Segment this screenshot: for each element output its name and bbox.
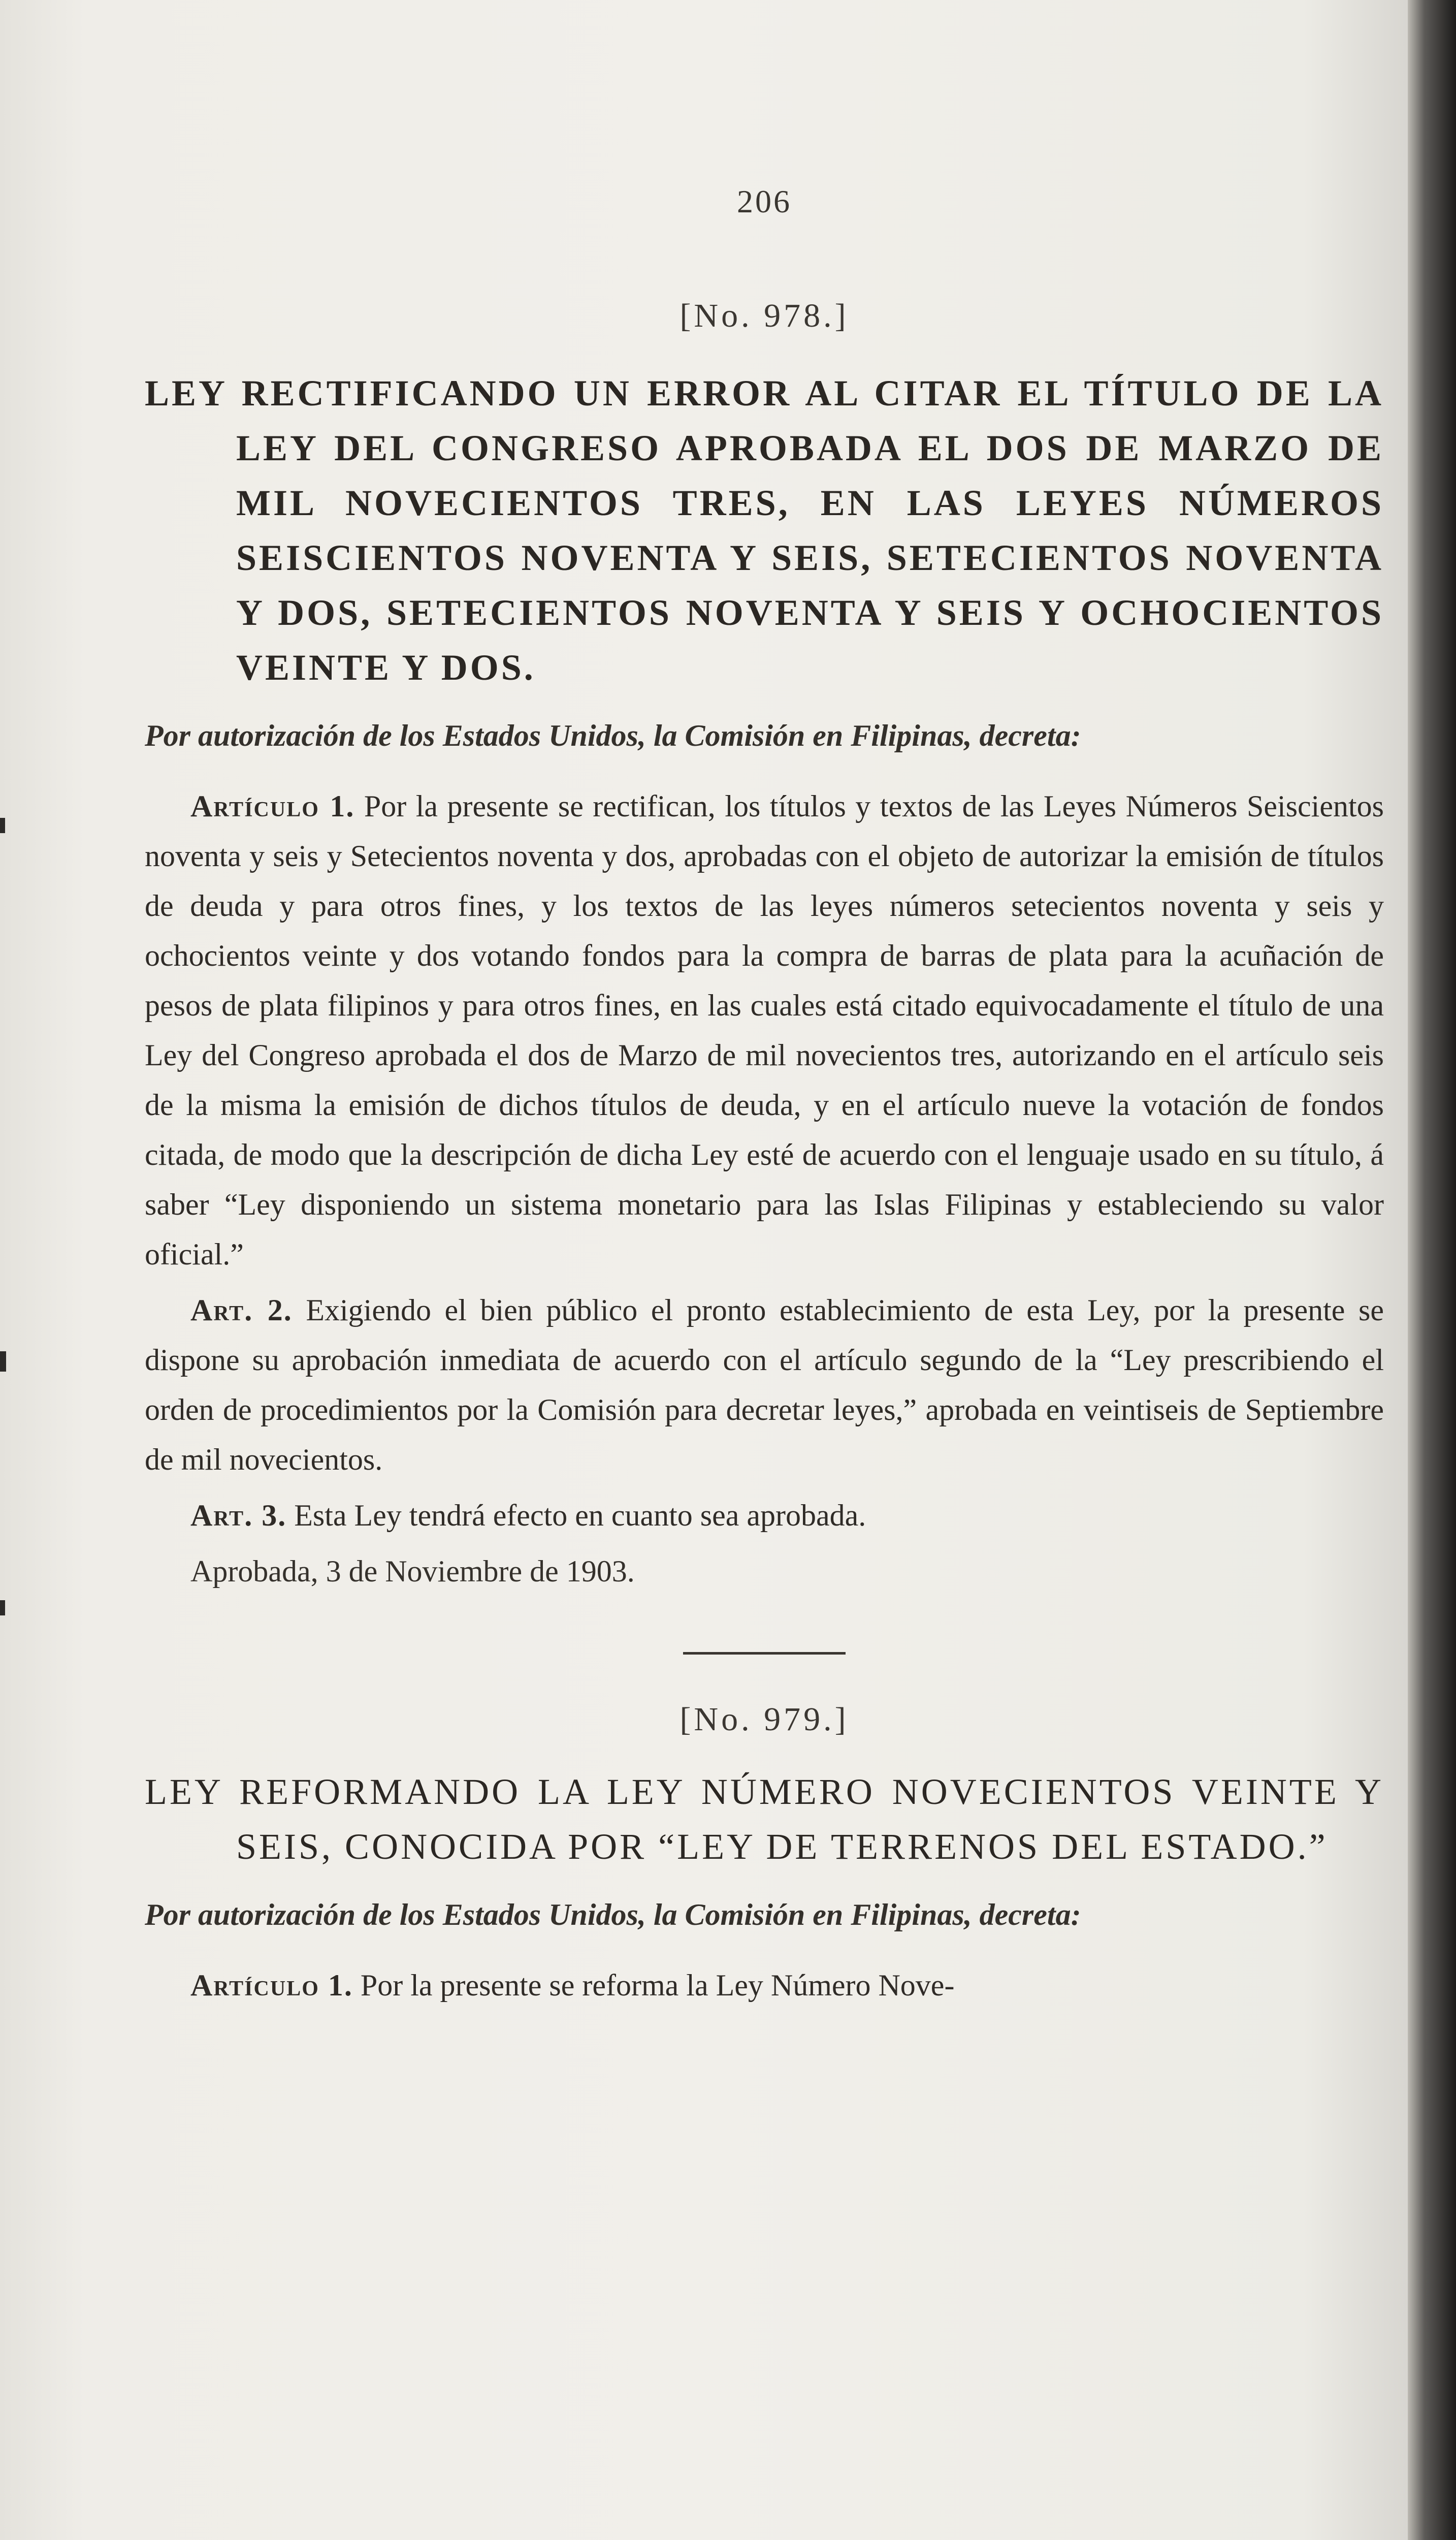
article-text: Por la presente se rectifican, los títulos y textos de las Leyes Números Seiscientos noventa y seis y Setecientos noventa y dos, aprobadas con el objeto de autorizar la emisión de títulos de deuda y para otros fines, y los textos de las leyes números setecientos noventa y seis y ochocientos veinte y dos votando fondos para la compra de barras de plata para la acuñación de pesos de plata filipinos y para otros fines, en las cuales está citado equivocadamente el título de una Ley del Congreso aprobada el dos de Marzo de mil novecientos tres, autorizando en el artículo seis de la misma la emisión de dichos títulos de deuda, y en el artículo nueve la votación de fondos citada, de modo que la descripción de dicha Ley esté de acuerdo con el lenguaje usado en su título, á saber “Ley disponiendo un sistema monetario para las Islas Filipinas y estableciendo su valor oficial.” (145, 789, 1384, 1271)
article-text: Exigiendo el bien público el pronto establecimiento de esta Ley, por la presente se dispone su aprobación inmediata de acuerdo con el artículo segundo de la “Ley prescribiendo el orden de procedimientos por la Comisión para decretar leyes,” aprobada en veintiseis de Septiembre de mil novecientos. (145, 1293, 1384, 1476)
law-979 (145, 1700, 1384, 2010)
article-label: Artículo 1. (190, 1968, 353, 2002)
article-label: Artículo 1. (190, 789, 355, 823)
article-1 (145, 781, 1384, 1279)
article-text: Por la presente se reforma la Ley Número Nove- (360, 1968, 955, 2002)
law-number: [No. 979.] (680, 1701, 849, 1738)
law-title: LEY REFORMANDO LA LEY NÚMERO NOVECIENTOS VEINTE Y SEIS, CONOCIDA POR “LEY DE TERRENOS DEL ESTADO.” (145, 1771, 1384, 1867)
edge-mark (0, 1600, 5, 1615)
page-content (145, 183, 1384, 2016)
page-edge-shadow (1408, 0, 1456, 2540)
article-2 (145, 1285, 1384, 1484)
page-number: 206 (737, 183, 792, 219)
article-1 (145, 1960, 1384, 2010)
law-title: LEY RECTIFICANDO UN ERROR AL CITAR EL TÍTULO DE LA LEY DEL CONGRESO APROBADA EL DOS DE MARZO DE MIL NOVECIENTOS TRES, EN LAS LEYES NÚMEROS SEISCIENTOS NOVENTA Y SEIS, SETECIENTOS NOVENTA Y DOS, SETECIENTOS NOVENTA Y SEIS Y OCHOCIENTOS VEINTE Y DOS. (145, 373, 1384, 688)
approval-date: Aprobada, 3 de Noviembre de 1903. (190, 1554, 635, 1588)
article-text: Esta Ley tendrá efecto en cuanto sea aprobada. (294, 1499, 866, 1532)
article-3 (145, 1490, 1384, 1540)
edge-mark (0, 1351, 6, 1372)
law-number: [No. 978.] (680, 297, 849, 334)
section-divider (683, 1652, 846, 1655)
article-label: Art. 3. (190, 1499, 287, 1532)
law-978 (145, 297, 1384, 1596)
edge-mark (0, 818, 5, 833)
enacting-clause: Por autorización de los Estados Unidos, la Comisión en Filipinas, decreta: (145, 1898, 1081, 1931)
article-label: Art. 2. (190, 1293, 293, 1327)
enacting-clause: Por autorización de los Estados Unidos, la Comisión en Filipinas, decreta: (145, 719, 1081, 752)
